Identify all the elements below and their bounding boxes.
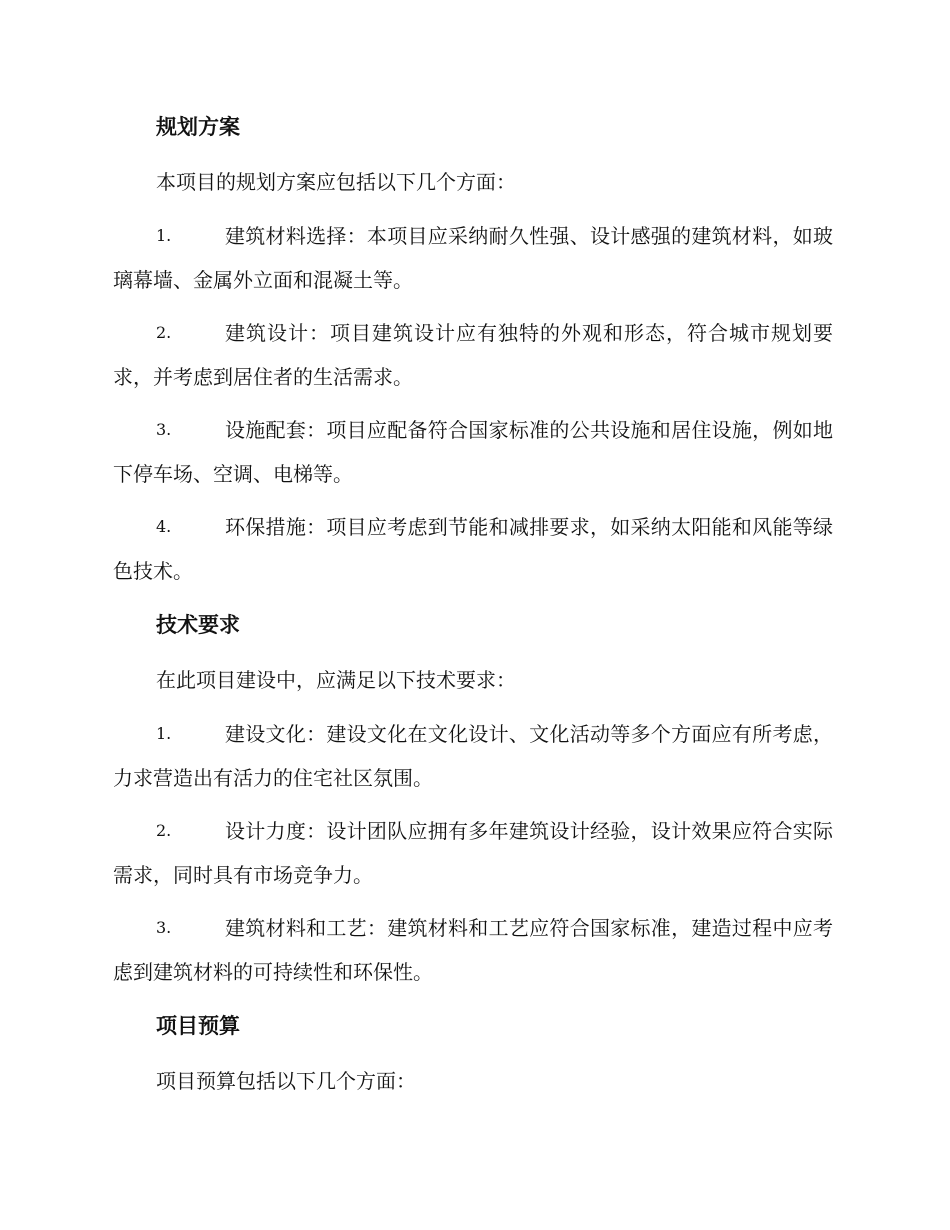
list-item-text: 建筑设计：项目建筑设计应有独特的外观和形态，符合城市规划要求，并考虑到居住者的生活需求。: [113, 321, 833, 389]
list-item: [113, 505, 833, 593]
list-item-text: 设施配套：项目应配备符合国家标准的公共设施和居住设施，例如地下停车场、空调、电梯等。: [113, 418, 833, 486]
list-item: [113, 408, 833, 496]
list-item-text: 设计力度：设计团队应拥有多年建筑设计经验，设计效果应符合实际需求，同时具有市场竞争力。: [113, 819, 833, 887]
list-item-text: 建筑材料选择：本项目应采纳耐久性强、设计感强的建筑材料，如玻璃幕墙、金属外立面和混凝土等。: [113, 224, 833, 292]
section-heading-technical: 技术要求: [156, 612, 240, 637]
list-item: [113, 214, 833, 302]
list-item: [113, 311, 833, 399]
list-item-text: 建筑材料和工艺：建筑材料和工艺应符合国家标准，建造过程中应考虑到建筑材料的可持续性和环保性。: [113, 916, 833, 984]
list-item: [113, 906, 833, 994]
list-item-number: 2.: [156, 821, 172, 840]
section-intro-budget: 项目预算包括以下几个方面：: [156, 1069, 416, 1093]
list-item-number: 3.: [156, 420, 172, 439]
section-heading-planning: 规划方案: [156, 114, 240, 139]
list-item-number: 4.: [156, 517, 172, 536]
list-item: [113, 712, 833, 800]
list-item-number: 2.: [156, 323, 172, 342]
section-intro-technical: 在此项目建设中，应满足以下技术要求：: [156, 668, 516, 692]
section-heading-budget: 项目预算: [156, 1013, 240, 1038]
list-item-number: 3.: [156, 918, 172, 937]
list-item-text: 环保措施：项目应考虑到节能和减排要求，如采纳太阳能和风能等绿色技术。: [113, 515, 833, 583]
list-item-text: 建设文化：建设文化在文化设计、文化活动等多个方面应有所考虑，力求营造出有活力的住宅社区氛围。: [113, 722, 833, 790]
list-item-number: 1.: [156, 226, 172, 245]
section-intro-planning: 本项目的规划方案应包括以下几个方面：: [156, 170, 516, 194]
list-item: [113, 809, 833, 897]
list-item-number: 1.: [156, 724, 172, 743]
